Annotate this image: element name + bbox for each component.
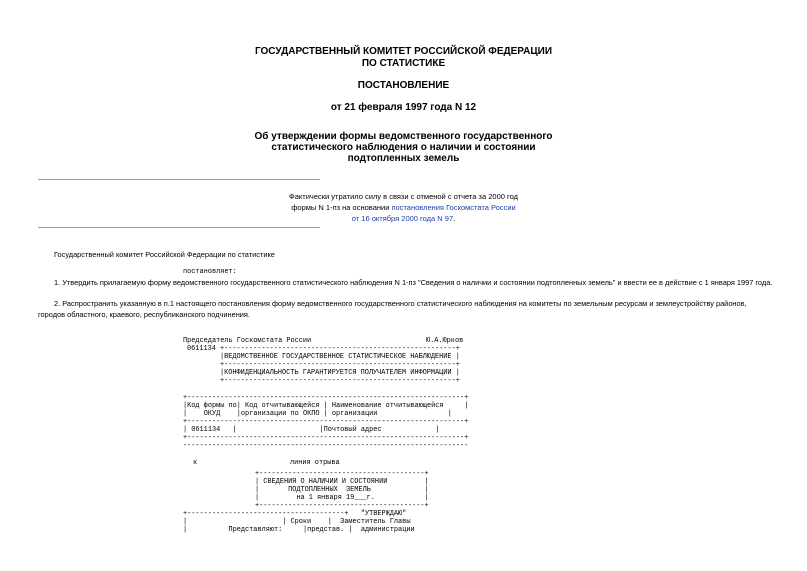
signature-right: Ю.А.Юрков	[426, 337, 464, 345]
status-note-line1: Фактически утратило силу в связи с отменой с отчета за 2000 год	[289, 192, 518, 201]
postal-address-label: Почтовый адрес	[323, 426, 382, 435]
resolves-text: постановляет:	[183, 268, 237, 276]
resolution-item-2: 2. Распространить указанную в п.1 настоящего постановления форму ведомственного государственного статистического наблюдения на комитеты по земельным ресурсам и землеустройству районов, городов областного, краевого, республиканского подчинения.	[38, 299, 747, 319]
box2-title: КОНФИДЕНЦИАЛЬНОСТЬ ГАРАНТИРУЕТСЯ ПОЛУЧАТЕЛЕМ ИНФОРМАЦИИ	[224, 369, 452, 378]
signature-left: Председатель Госкомстата России	[183, 337, 312, 345]
submits-label: Представляют:	[228, 526, 283, 535]
report-title-line3: на 1 января 19___г.	[296, 494, 375, 503]
repeal-decree-link[interactable]: постановления Госкомстата России	[391, 203, 516, 212]
terms-line1: Сроки	[290, 518, 312, 527]
doc-type: ПОСТАНОВЛЕНИЕ	[357, 80, 450, 91]
deputy-line2: администрации	[360, 526, 415, 535]
row-form-code: 0611134	[191, 426, 221, 435]
col3-line1: Наименование отчитывающейся	[331, 402, 444, 411]
approve-label: "УТВЕРЖДАЮ"	[360, 510, 407, 518]
deputy-line1: Заместитель Главы	[340, 518, 411, 527]
doc-title-line1: Об утверждении формы ведомственного государственного	[254, 131, 553, 142]
report-title-line1: СВЕДЕНИЯ О НАЛИЧИИ И СОСТОЯНИИ	[263, 478, 388, 487]
box1-title: ВЕДОМСТВЕННОЕ ГОСУДАРСТВЕННОЕ СТАТИСТИЧЕСКОЕ НАБЛЮДЕНИЕ	[224, 353, 452, 362]
status-note-prefix: формы N 1-пз на основании	[291, 203, 392, 212]
status-note-line2	[0, 202, 807, 213]
approval-block: +--------------------------------------+ "УТВЕРЖДАЮ" | | Сроки | Заместитель Главы | Представляют: |представ. | администрации	[183, 510, 415, 535]
doc-title-line2: статистического наблюдения о наличии и состоянии	[271, 142, 536, 153]
form-code-label: 0611134	[187, 345, 216, 353]
org-name-line1: ГОСУДАРСТВЕННЫЙ КОМИТЕТ РОССИЙСКОЙ ФЕДЕРАЦИИ	[254, 46, 553, 57]
form-header-boxes: +--------------------------------------------------------+ |ВЕДОМСТВЕННОЕ ГОСУДАРСТВЕННОЕ СТАТИСТИЧЕСКОЕ НАБЛЮДЕНИЕ | +--------------------------------------------------------+ |КОНФИДЕНЦИАЛЬНОСТЬ ГАРАНТИРУЕТСЯ ПОЛУЧАТЕЛЕМ ИНФОРМАЦИИ | +--------------------------------------------------------+	[220, 345, 460, 386]
repeal-decree-date-link[interactable]: от 16 октября 2000 года N 97	[351, 214, 454, 223]
cut-line-label: линия отрыва	[290, 459, 340, 467]
col2-line2: организации по ОКПО	[240, 410, 320, 419]
status-note-line3	[0, 213, 807, 224]
intro-text: Государственный комитет Российской Федерации по статистике	[54, 250, 275, 259]
cut-mark: к	[193, 459, 198, 467]
doc-title-line3: подтопленных земель	[347, 153, 460, 164]
form-codes-table: +-------------------------------------------------------------------+ |Код формы по| Код отчитывающейся | Наименование отчитывающейся | | ОКУД |организации по ОКПО | организации | +-------------------------------------------------------------------+ | 0611134 | |Почтовый адрес | +-------------------------------------------------------------------+ ---------------------------------------------------------------------	[183, 394, 469, 451]
terms-line2: представ.	[307, 526, 345, 535]
col2-line1: Код отчитывающейся	[245, 402, 320, 411]
status-note-suffix: .	[453, 214, 456, 223]
doc-date-number: от 21 февраля 1997 года N 12	[330, 102, 477, 113]
org-name-line2: ПО СТАТИСТИКЕ	[361, 58, 446, 69]
col3-line2: организации	[331, 410, 378, 419]
report-title-box: +----------------------------------------+ | СВЕДЕНИЯ О НАЛИЧИИ И СОСТОЯНИИ | | ПОДТОПЛЕННЫХ ЗЕМЕЛЬ | | на 1 января 19___г. | +----------------------------------------+	[255, 470, 429, 511]
col1-line1: Код формы по	[187, 402, 237, 411]
divider-bottom	[38, 227, 320, 228]
col1-line2: ОКУД	[203, 410, 221, 419]
report-title-line2: ПОДТОПЛЕННЫХ ЗЕМЕЛЬ	[288, 486, 371, 495]
resolution-item-1: 1. Утвердить прилагаемую форму ведомственного государственного статистического наблюдения N 1-пз "Сведения о наличии и состоянии подтопленных земель" и ввести ее в действие с 1 января 1997 года.	[54, 278, 773, 287]
divider-top	[38, 179, 320, 180]
